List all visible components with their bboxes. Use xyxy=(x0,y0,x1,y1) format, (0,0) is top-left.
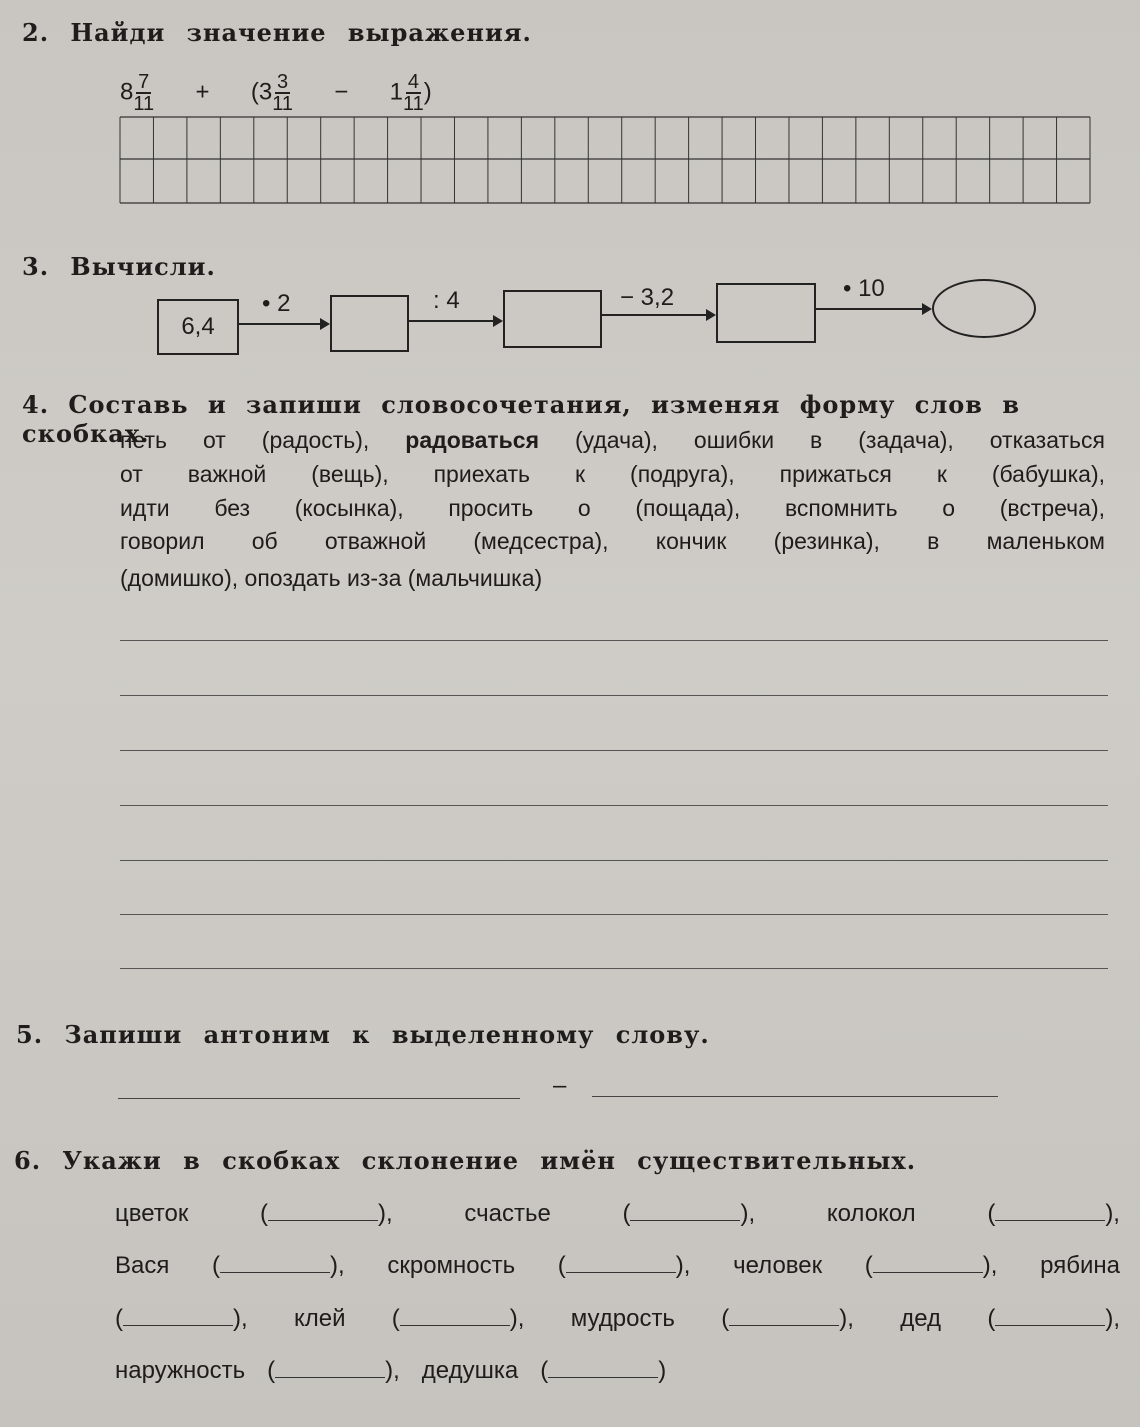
declension-blank[interactable]: ( ), xyxy=(260,1200,393,1227)
antonym-answer-line[interactable] xyxy=(592,1096,998,1097)
declension-blank[interactable]: ( ), xyxy=(267,1357,400,1384)
declension-blank[interactable]: ( ), xyxy=(987,1305,1120,1332)
antonym-word-line[interactable] xyxy=(118,1098,520,1099)
declension-blank[interactable]: ( ) xyxy=(540,1357,667,1384)
declension-blank[interactable]: ( ), xyxy=(721,1305,854,1332)
noun-word: мудрость xyxy=(570,1305,675,1332)
op-3: − 3,2 xyxy=(620,284,675,311)
task6-line xyxy=(115,1252,1120,1280)
op-4: • 10 xyxy=(843,275,885,302)
task6-line xyxy=(115,1305,1120,1333)
noun-word: рябина xyxy=(1040,1252,1120,1279)
write-line[interactable] xyxy=(120,914,1108,915)
arrow-3 xyxy=(602,314,714,316)
noun-word: скромность xyxy=(387,1252,516,1279)
noun-word: клей xyxy=(293,1305,346,1332)
task6-line xyxy=(115,1357,1120,1385)
write-line[interactable] xyxy=(120,968,1108,969)
declension-blank[interactable]: ( ), xyxy=(391,1305,525,1332)
declension-blank[interactable]: ( ), xyxy=(115,1305,248,1332)
arrow-2 xyxy=(409,320,501,322)
dash: – xyxy=(553,1072,567,1099)
answer-grid[interactable] xyxy=(118,115,1093,210)
noun-word: цветок xyxy=(115,1200,189,1227)
write-line[interactable] xyxy=(120,640,1108,641)
noun-word: дедушка xyxy=(421,1357,519,1384)
task2-heading: 2. Найди значение выражения. xyxy=(22,18,532,47)
noun-word: колокол xyxy=(826,1200,916,1227)
task2-expression: 8 $\frac{7}{11}$ + (3 $\frac{3}{11}$ − 1 $\frac{4}{11}$ ) xyxy=(120,71,432,115)
bold-word: радоваться xyxy=(405,427,540,453)
noun-word: дед xyxy=(900,1305,942,1332)
op-1: • 2 xyxy=(262,290,291,317)
noun-word: человек xyxy=(733,1252,823,1279)
answer-box-3[interactable] xyxy=(716,283,816,343)
op-2: : 4 xyxy=(433,287,460,314)
answer-oval[interactable] xyxy=(932,279,1036,338)
task5-heading: 5. Запиши антоним к выделенному слову. xyxy=(16,1020,710,1049)
write-line[interactable] xyxy=(120,805,1108,806)
write-line[interactable] xyxy=(120,695,1108,696)
declension-blank[interactable]: ( ), xyxy=(622,1200,756,1227)
task4-heading: 4. Составь и запиши словосочетания, изменяя форму слов в скобках. xyxy=(22,390,1021,448)
write-line[interactable] xyxy=(120,750,1108,751)
task6-heading: 6. Укажи в скобках склонение имён существительных. xyxy=(14,1146,917,1175)
noun-word: Вася xyxy=(115,1252,170,1279)
noun-word: счастье xyxy=(464,1200,551,1227)
task3-heading: 3. Вычисли. xyxy=(22,252,216,281)
arrow-4 xyxy=(816,308,930,310)
start-box: 6,4 xyxy=(157,299,239,355)
task6-line xyxy=(115,1200,1120,1228)
write-line[interactable] xyxy=(120,860,1108,861)
declension-blank[interactable]: ( ), xyxy=(864,1252,998,1279)
declension-blank[interactable]: ( ), xyxy=(557,1252,691,1279)
declension-blank[interactable]: ( ), xyxy=(987,1200,1120,1227)
answer-box-2[interactable] xyxy=(503,290,602,348)
answer-box-1[interactable] xyxy=(330,295,409,352)
noun-word: наружность xyxy=(115,1357,246,1384)
declension-blank[interactable]: ( ), xyxy=(212,1252,345,1279)
arrow-1 xyxy=(239,323,328,325)
